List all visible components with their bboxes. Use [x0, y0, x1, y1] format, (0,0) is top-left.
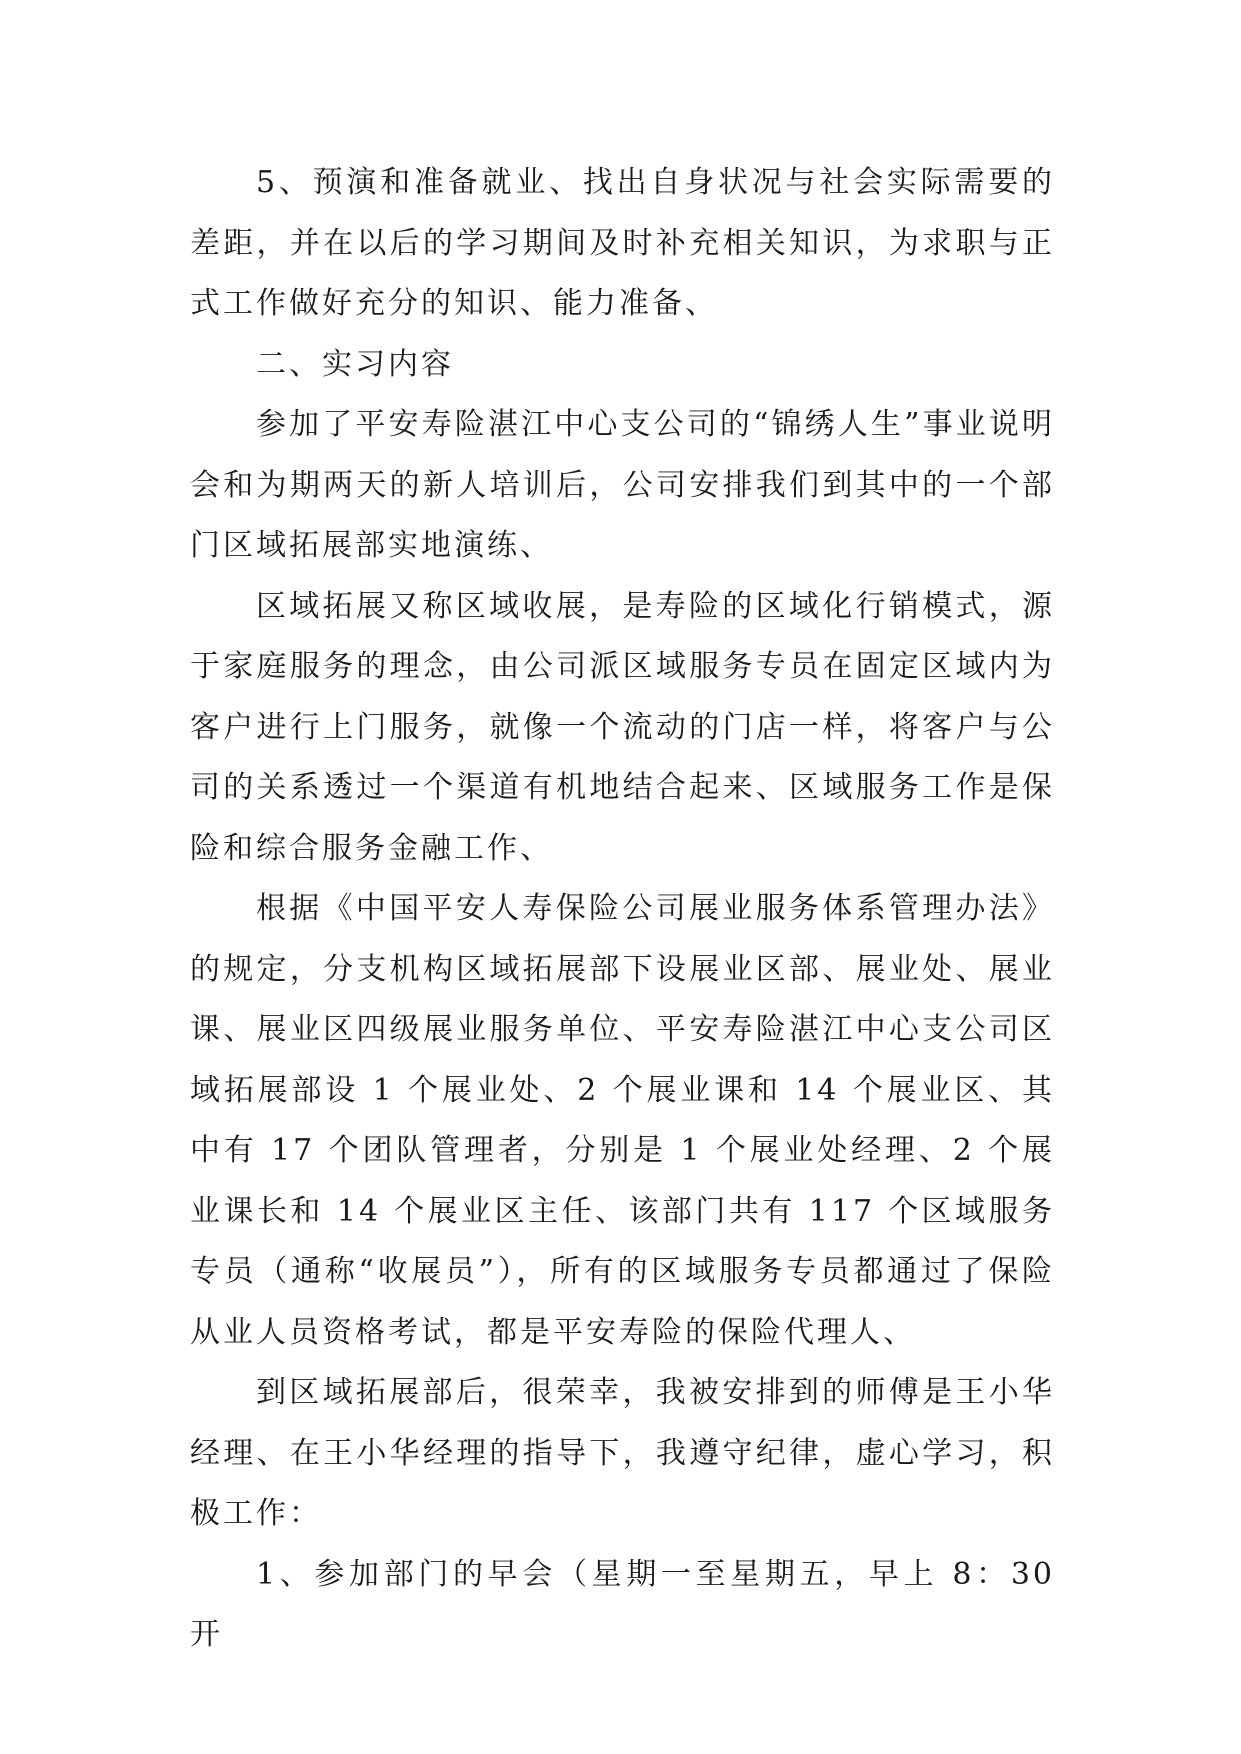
paragraph-morning-meeting: 1、参加部门的早会（星期一至星期五，早上 8：30 开 — [190, 1556, 1055, 1652]
section-heading-internship-content: 二、实习内容 — [256, 346, 454, 382]
paragraph-regional-expansion: 区域拓展又称区域收展，是寿险的区域化行销模式，源于家庭服务的理念，由公司派区域服务专员在固定区域内为客户进行上门服务，就像一个流动的门店一样，将客户与公司的关系透过一个渠道有机地结合起来、区域服务工作是保险和综合服务金融工作、 — [190, 588, 1055, 866]
paragraph-employment-prep: 5、预演和准备就业、找出自身状况与社会实际需要的差距，并在以后的学习期间及时补充相关知识，为求职与正式工作做好充分的知识、能力准备、 — [190, 165, 1055, 321]
paragraph-management-rules: 根据《中国平安人寿保险公司展业服务体系管理办法》的规定，分支机构区域拓展部下设展业区部、展业处、展业课、展业区四级展业服务单位、平安寿险湛江中心支公司区域拓展部设 1 个展业处、2 个展业课和 14 个展业区、其中有 17 个团队管理者，分别是 1 个展业处经理、2 个展业课长和 14 个展业区主任、该部门共有 117 个区域服务专员（通称“收展员”），所有的区域服务专员都通过了保险从业人员资格考试，都是平安寿险的保险代理人、 — [190, 891, 1055, 1350]
paragraph-training: 参加了平安寿险湛江中心支公司的“锦绣人生”事业说明会和为期两天的新人培训后，公司安排我们到其中的一个部门区域拓展部实地演练、 — [190, 407, 1055, 563]
paragraph-mentor: 到区域拓展部后，很荣幸，我被安排到的师傅是王小华经理、在王小华经理的指导下，我遵守纪律，虚心学习，积极工作： — [190, 1375, 1055, 1531]
document-body — [190, 153, 1055, 1666]
